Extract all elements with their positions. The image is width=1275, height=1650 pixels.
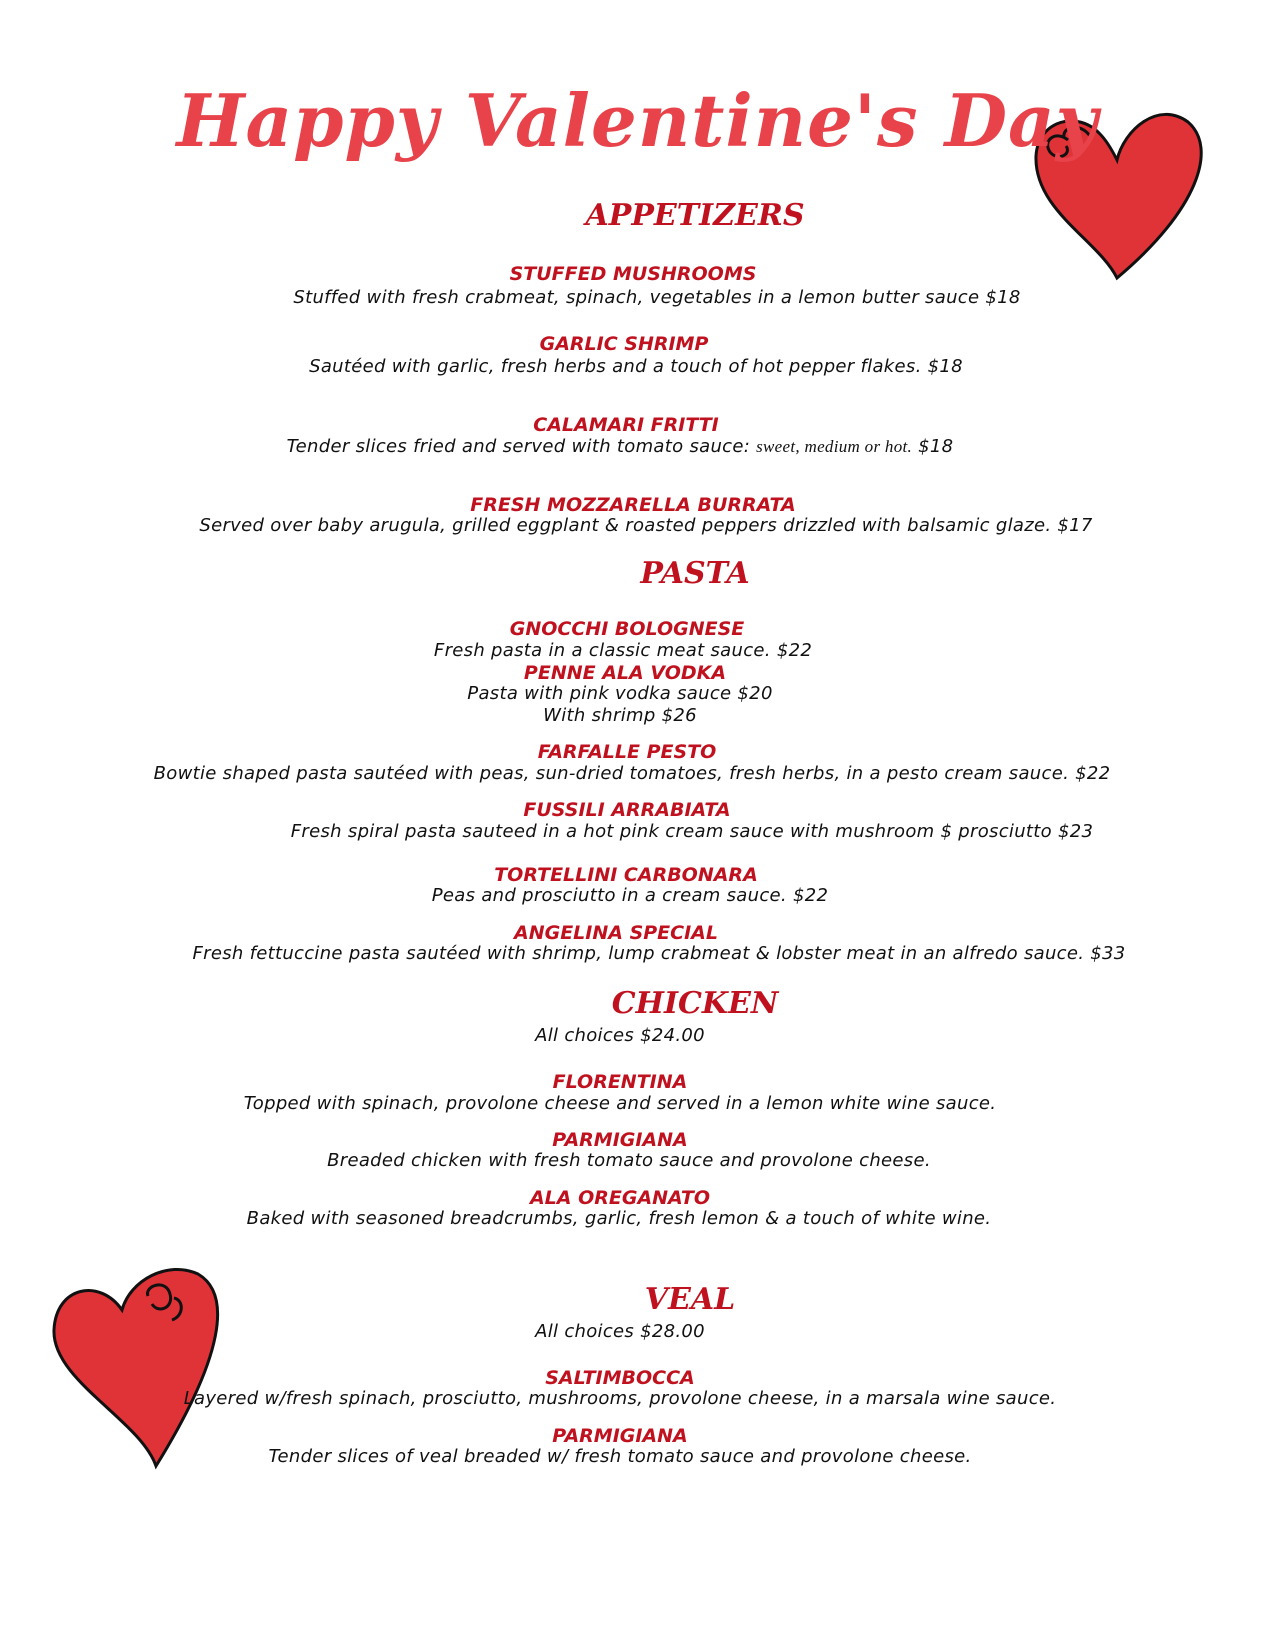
- menu-item-description: Stuffed with fresh crabmeat, spinach, vegetables in a lemon butter sauce $18: [293, 287, 1021, 308]
- menu-item-description: Fresh fettuccine pasta sautéed with shrimp, lump crabmeat & lobster meat in an alfredo sauce. $33: [192, 943, 1126, 964]
- menu-item-description: Breaded chicken with fresh tomato sauce and provolone cheese.: [327, 1150, 931, 1171]
- menu-item-name: PARMIGIANA: [552, 1425, 688, 1447]
- menu-item-name: CALAMARI FRITTI: [533, 414, 719, 436]
- menu-title: Happy Valentine's Day: [176, 78, 1099, 163]
- menu-item-description: Served over baby arugula, grilled eggplant & roasted peppers drizzled with balsamic glaze. $17: [199, 515, 1093, 536]
- menu-item-name: STUFFED MUSHROOMS: [509, 263, 757, 285]
- section-title-appetizers: APPETIZERS: [585, 198, 805, 233]
- heart-icon: [48, 1260, 228, 1472]
- menu-item-name: TORTELLINI CARBONARA: [494, 864, 758, 886]
- menu-item-description: Fresh spiral pasta sauteed in a hot pink cream sauce with mushroom $ prosciutto $23: [290, 821, 1094, 842]
- menu-item-description: Fresh pasta in a classic meat sauce. $22: [433, 640, 813, 661]
- menu-item-description: Baked with seasoned breadcrumbs, garlic, fresh lemon & a touch of white wine.: [246, 1208, 992, 1229]
- menu-item-description: Layered w/fresh spinach, prosciutto, mushrooms, provolone cheese, in a marsala wine sauce.: [183, 1388, 1057, 1409]
- menu-item-name: FRESH MOZZARELLA BURRATA: [470, 494, 796, 516]
- menu-item-name: SALTIMBOCCA: [545, 1367, 695, 1389]
- menu-item-description: With shrimp $26: [543, 705, 697, 726]
- menu-item-description: Pasta with pink vodka sauce $20: [467, 683, 773, 704]
- menu-item-name: PENNE ALA VODKA: [523, 662, 727, 684]
- menu-item-description: Peas and prosciutto in a cream sauce. $22: [431, 885, 829, 906]
- menu-item-name: GARLIC SHRIMP: [539, 333, 709, 355]
- section-title-chicken: CHICKEN: [611, 986, 779, 1021]
- menu-item-name: PARMIGIANA: [552, 1129, 688, 1151]
- menu-item-name: ANGELINA SPECIAL: [514, 922, 718, 944]
- menu-item-name: FLORENTINA: [552, 1071, 688, 1093]
- menu-item-description: Sautéed with garlic, fresh herbs and a touch of hot pepper flakes. $18: [309, 356, 963, 377]
- price-note: All choices $28.00: [535, 1321, 705, 1342]
- menu-item-description: Tender slices fried and served with tomato sauce: sweet, medium or hot. $18: [286, 436, 954, 457]
- section-title-veal: VEAL: [644, 1282, 736, 1317]
- menu-item-name: ALA OREGANATO: [529, 1187, 711, 1209]
- section-title-pasta: PASTA: [640, 556, 750, 591]
- menu-item-description: Topped with spinach, provolone cheese and served in a lemon white wine sauce.: [243, 1093, 997, 1114]
- price-note: All choices $24.00: [535, 1025, 705, 1046]
- menu-item-name: FUSSILI ARRABIATA: [523, 799, 731, 821]
- menu-item-name: GNOCCHI BOLOGNESE: [509, 618, 745, 640]
- menu-item-description: Tender slices of veal breaded w/ fresh tomato sauce and provolone cheese.: [268, 1446, 972, 1467]
- menu-item-description: Bowtie shaped pasta sautéed with peas, sun-dried tomatoes, fresh herbs, in a pesto cream sauce. $22: [153, 763, 1111, 784]
- menu-item-name: FARFALLE PESTO: [537, 741, 717, 763]
